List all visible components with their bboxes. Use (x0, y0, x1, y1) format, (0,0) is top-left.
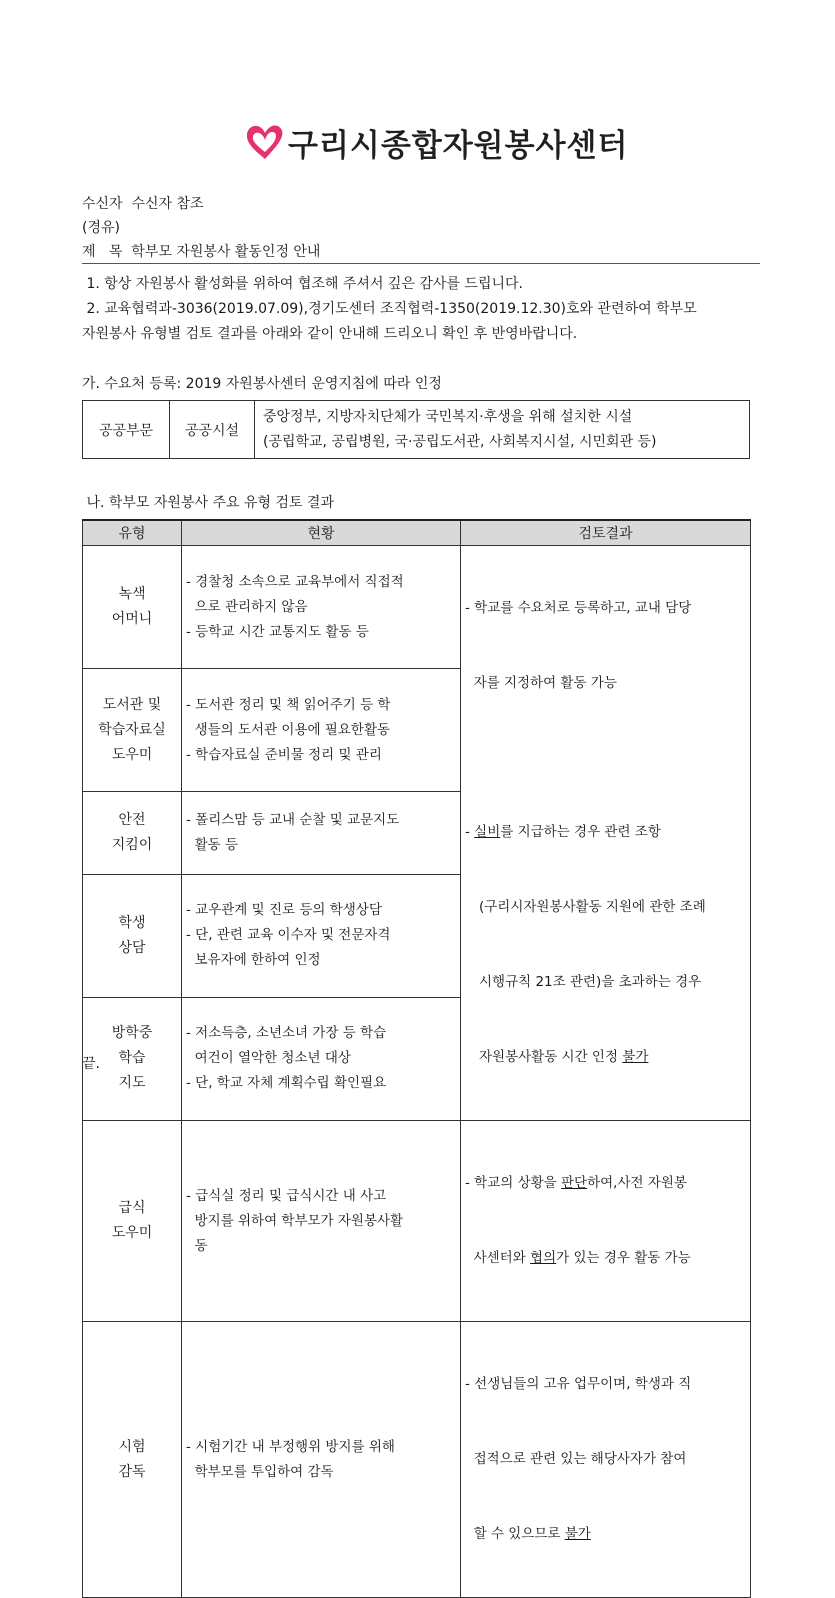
result-text: 사센터와 (465, 1250, 531, 1266)
status-cell: - 저소득층, 소년소녀 가장 등 학습 여건이 열악한 청소년 대상 - 단, 학교 자체 계획수립 확인필요 (182, 997, 461, 1120)
status-cell: - 교우관계 및 진로 등의 학생상담 - 단, 관련 교육 이수자 및 전문자격 보유자에 한하여 인정 (182, 874, 461, 997)
type-line: 학습자료실 (98, 721, 166, 738)
section-a-title: 가. 수요처 등록: 2019 자원봉사센터 운영지침에 따라 인정 (82, 376, 442, 392)
description-line: (공립학교, 공립병원, 국·공립도서관, 사회복지시설, 시민회관 등) (263, 433, 657, 450)
result-text: 를 지급하는 경우 관련 조항 (500, 824, 661, 840)
result-line (465, 1171, 748, 1196)
result-cell (461, 546, 751, 1121)
type-line: 안전 (118, 811, 146, 828)
type-line: 학생 (118, 914, 146, 931)
underlined-term: 실비 (474, 824, 501, 840)
result-line: (구리시자원봉사활동 지원에 관한 조례 (479, 899, 706, 915)
table-row (83, 401, 750, 459)
type-line: 시험 (118, 1438, 146, 1455)
paragraph-2-line-2: 자원봉사 유형별 검토 결과를 아래와 같이 안내해 드리오니 확인 후 반영바랍니다. (82, 326, 578, 342)
via-line: (경유) (82, 220, 120, 236)
description-line: 중앙정부, 지방자치단체가 국민복지·후생을 위해 설치한 시설 (263, 408, 633, 425)
result-text: 자원봉사활동 시간 인정 (479, 1049, 623, 1065)
type-line: 녹색 (118, 586, 146, 603)
result-line (465, 1522, 748, 1547)
type-line: 지킴이 (111, 836, 153, 853)
result-line (465, 1246, 748, 1271)
review-results-table (82, 519, 751, 1598)
result-text: 할 수 있으므로 (465, 1526, 565, 1542)
subject-line: 제 목 학부모 자원봉사 활동인정 안내 (82, 244, 321, 260)
paragraph-1: 1. 항상 자원봉사 활성화를 위하여 협조해 주셔서 깊은 감사를 드립니다. (82, 276, 523, 292)
header-result: 검토결과 (461, 520, 751, 546)
table-row (83, 1121, 751, 1322)
status-cell: - 경찰청 소속으로 교육부에서 직접적 으로 관리하지 않음 - 등학교 시간 교통지도 활동 등 (182, 546, 461, 669)
underlined-term: 불가 (564, 1526, 591, 1542)
status-cell: - 도서관 정리 및 책 읽어주기 등 학 생들의 도서관 이용에 필요한활동 - 학습자료실 준비물 정리 및 관리 (182, 669, 461, 792)
result-line: 접적으로 관련 있는 해당사자가 참여 (465, 1451, 687, 1467)
underlined-term: 판단 (561, 1175, 588, 1191)
table-row (83, 1322, 751, 1598)
result-line: 시행규칙 21조 관련)을 초과하는 경우 (479, 974, 702, 990)
result-cell (461, 1121, 751, 1322)
header-status: 현황 (182, 520, 461, 546)
description-cell (255, 401, 750, 459)
type-line: 도우미 (111, 746, 153, 763)
result-text: 하여,사전 자원봉 (587, 1175, 687, 1191)
type-cell (83, 1121, 182, 1322)
type-line: 급식 (118, 1200, 146, 1216)
underlined-term: 불가 (622, 1049, 649, 1065)
type-line: 도서관 및 (102, 696, 162, 713)
result-text: 가 있는 경우 활동 가능 (556, 1250, 691, 1266)
recipient-line: 수신자 수신자 참조 (82, 196, 204, 212)
type-line: 어머니 (111, 611, 153, 628)
result-line: - 선생님들의 고유 업무이며, 학생과 직 (465, 1376, 692, 1392)
result-line: - 실비를 지급하는 경우 관련 조항 (465, 824, 661, 840)
result-cell (461, 1322, 751, 1598)
header-type: 유형 (83, 520, 182, 546)
result-text: - 학교의 상황을 (465, 1175, 561, 1191)
sector-cell: 공공부문 (83, 401, 170, 459)
type-cell (83, 874, 182, 997)
type-line: 도우미 (111, 1225, 153, 1241)
type-line: 학습 (118, 1050, 146, 1067)
type-line: 방학중 (111, 1025, 153, 1042)
organization-name: 구리시종합자원봉사센터 (288, 127, 629, 164)
type-line: 지도 (118, 1075, 146, 1092)
section-b-title: 나. 학부모 자원봉사 주요 유형 검토 결과 (82, 495, 334, 511)
paragraph-2-line-1: 2. 교육협력과-3036(2019.07.09),경기도센터 조직협력-1350(2019.12.30)호와 관련하여 학부모 (82, 301, 697, 317)
demand-registration-table (82, 400, 750, 459)
underlined-term: 협의 (530, 1250, 557, 1266)
table-row (83, 546, 751, 669)
status-cell: - 폴리스맘 등 교내 순찰 및 교문지도 활동 등 (182, 792, 461, 875)
type-cell (83, 1322, 182, 1598)
result-line (465, 1045, 748, 1070)
heart-logo-icon (244, 121, 286, 163)
status-cell: - 급식실 정리 및 급식시간 내 사고 방지를 위하여 학부모가 자원봉사활 동 (182, 1121, 461, 1322)
status-cell: - 시험기간 내 부정행위 방지를 위해 학부모를 투입하여 감독 (182, 1322, 461, 1598)
type-line: 감독 (118, 1463, 146, 1480)
table-header-row (83, 520, 751, 546)
result-line: - 학교를 수요처로 등록하고, 교내 담당 (465, 600, 692, 616)
type-line: 상담 (118, 939, 146, 956)
type-cell (83, 792, 182, 875)
organization-logo (244, 120, 628, 164)
type-cell (83, 546, 182, 669)
type-cell (83, 669, 182, 792)
category-cell: 공공시설 (170, 401, 255, 459)
result-line: 자를 지정하여 활동 가능 (465, 675, 617, 691)
end-mark: 끝. (82, 1056, 100, 1072)
divider (82, 263, 760, 264)
